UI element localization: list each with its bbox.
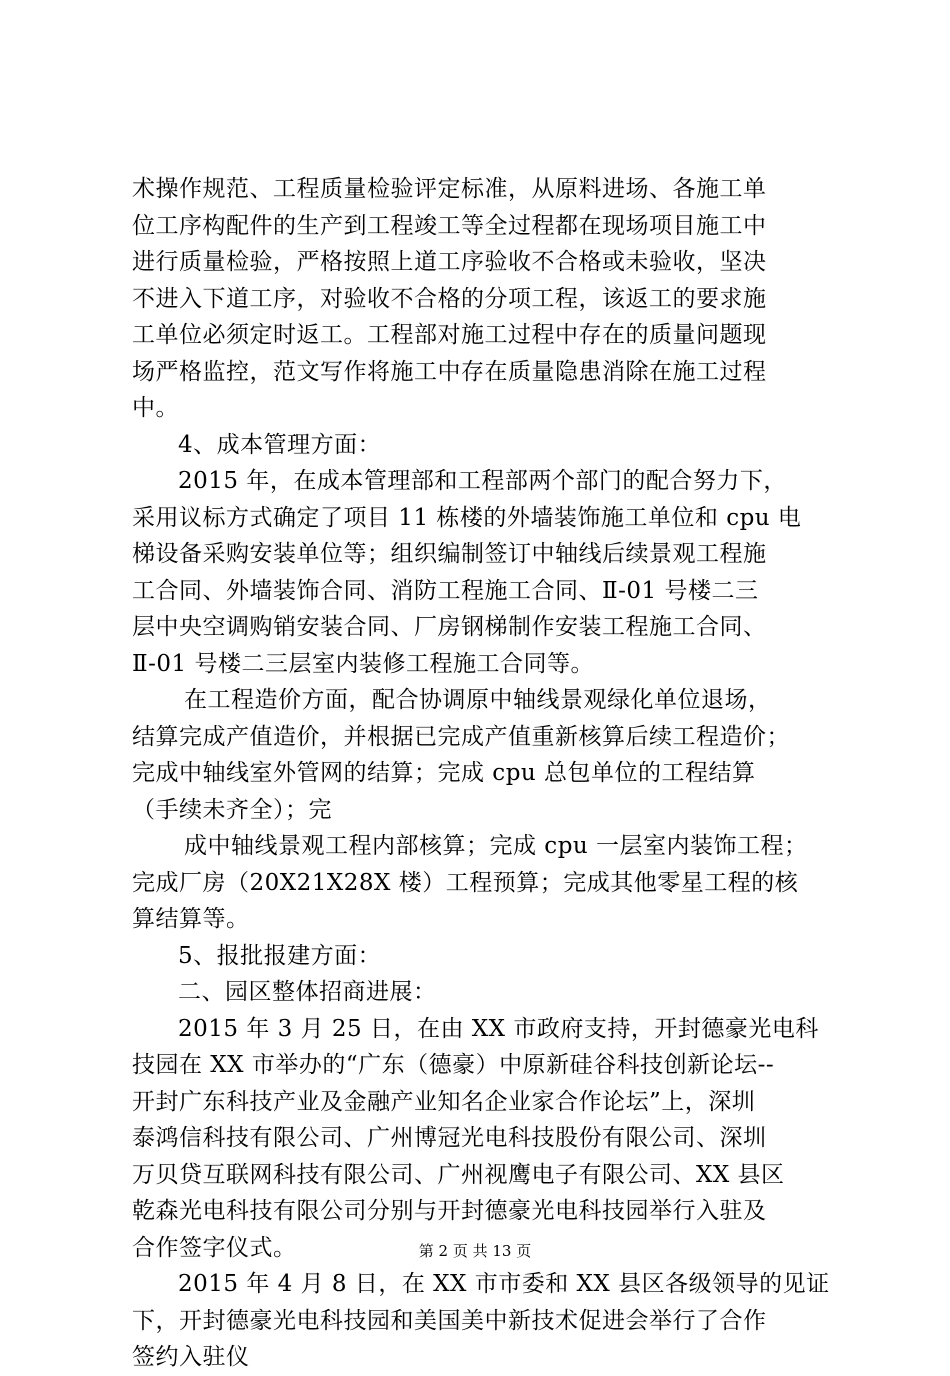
text-line: 技园在 XX 市举办的“广东（德豪）中原新硅谷科技创新论坛-- bbox=[132, 1052, 775, 1078]
text-line: 2015 年，在成本管理部和工程部两个部门的配合努力下， bbox=[178, 468, 787, 494]
text-line: 进行质量检验，严格按照上道工序验收不合格或未验收，坚决 bbox=[132, 249, 767, 275]
text-line: 成中轴线景观工程内部核算；完成 cpu 一层室内装饰工程； bbox=[184, 833, 808, 859]
section-heading: 4、成本管理方面： bbox=[178, 431, 382, 458]
text-line: 中。 bbox=[132, 395, 179, 421]
text-line: 万贝贷互联网科技有限公司、广州视鹰电子有限公司、XX 县区 bbox=[132, 1161, 785, 1188]
text-line: Ⅱ-01 号楼二三层室内装修工程施工合同等。 bbox=[132, 650, 594, 677]
text-line: 下，开封德豪光电科技园和美国美中新技术促进会举行了合作 bbox=[132, 1307, 767, 1334]
text-line: 术操作规范、工程质量检验评定标准，从原料进场、各施工单 bbox=[132, 176, 767, 202]
section-heading: 5、报批报建方面： bbox=[178, 942, 382, 969]
text-line: 采用议标方式确定了项目 11 栋楼的外墙装饰施工单位和 cpu 电 bbox=[132, 504, 802, 531]
text-line: 签约入驻仪 bbox=[132, 1344, 250, 1370]
text-line: 在工程造价方面，配合协调原中轴线景观绿化单位退场， bbox=[184, 687, 772, 713]
text-line: 完成中轴线室外管网的结算；完成 cpu 总包单位的工程结算 bbox=[132, 760, 756, 786]
text-line: 2015 年 4 月 8 日，在 XX 市市委和 XX 县区各级领导的见证 bbox=[178, 1271, 830, 1297]
text-line: 结算完成产值造价，并根据已完成产值重新核算后续工程造价； bbox=[132, 723, 790, 750]
text-line: 合作签字仪式。 bbox=[132, 1234, 297, 1261]
text-line: 工合同、外墙装饰合同、消防工程施工合同、Ⅱ-01 号楼二三 bbox=[132, 577, 759, 604]
text-line: （手续未齐全）；完 bbox=[132, 796, 332, 823]
text-line: 算结算等。 bbox=[132, 906, 250, 932]
text-line: 泰鸿信科技有限公司、广州博冠光电科技股份有限公司、深圳 bbox=[132, 1125, 767, 1151]
text-line: 场严格监控，范文写作将施工中存在质量隐患消除在施工过程 bbox=[132, 358, 767, 385]
text-line: 乾森光电科技有限公司分别与开封德豪光电科技园举行入驻及 bbox=[132, 1198, 767, 1224]
text-line: 工单位必须定时返工。工程部对施工过程中存在的质量问题现 bbox=[132, 322, 767, 348]
text-line: 开封广东科技产业及金融产业知名企业家合作论坛”上，深圳 bbox=[132, 1088, 756, 1115]
text-line: 梯设备采购安装单位等；组织编制签订中轴线后续景观工程施 bbox=[132, 541, 767, 567]
page-number-footer: 第 2 页 共 13 页 bbox=[418, 1242, 532, 1260]
body-text bbox=[132, 171, 842, 1376]
section-heading: 二、园区整体招商进展： bbox=[178, 979, 437, 1005]
text-line: 不进入下道工序，对验收不合格的分项工程，该返工的要求施 bbox=[132, 285, 767, 312]
text-line: 层中央空调购销安装合同、厂房钢梯制作安装工程施工合同、 bbox=[132, 614, 767, 640]
text-line: 完成厂房（20X21X28X 楼）工程预算；完成其他零星工程的核 bbox=[132, 869, 799, 896]
text-line: 2015 年 3 月 25 日，在由 XX 市政府支持，开封德豪光电科 bbox=[178, 1015, 819, 1042]
text-line: 位工序构配件的生产到工程竣工等全过程都在现场项目施工中 bbox=[132, 212, 767, 239]
